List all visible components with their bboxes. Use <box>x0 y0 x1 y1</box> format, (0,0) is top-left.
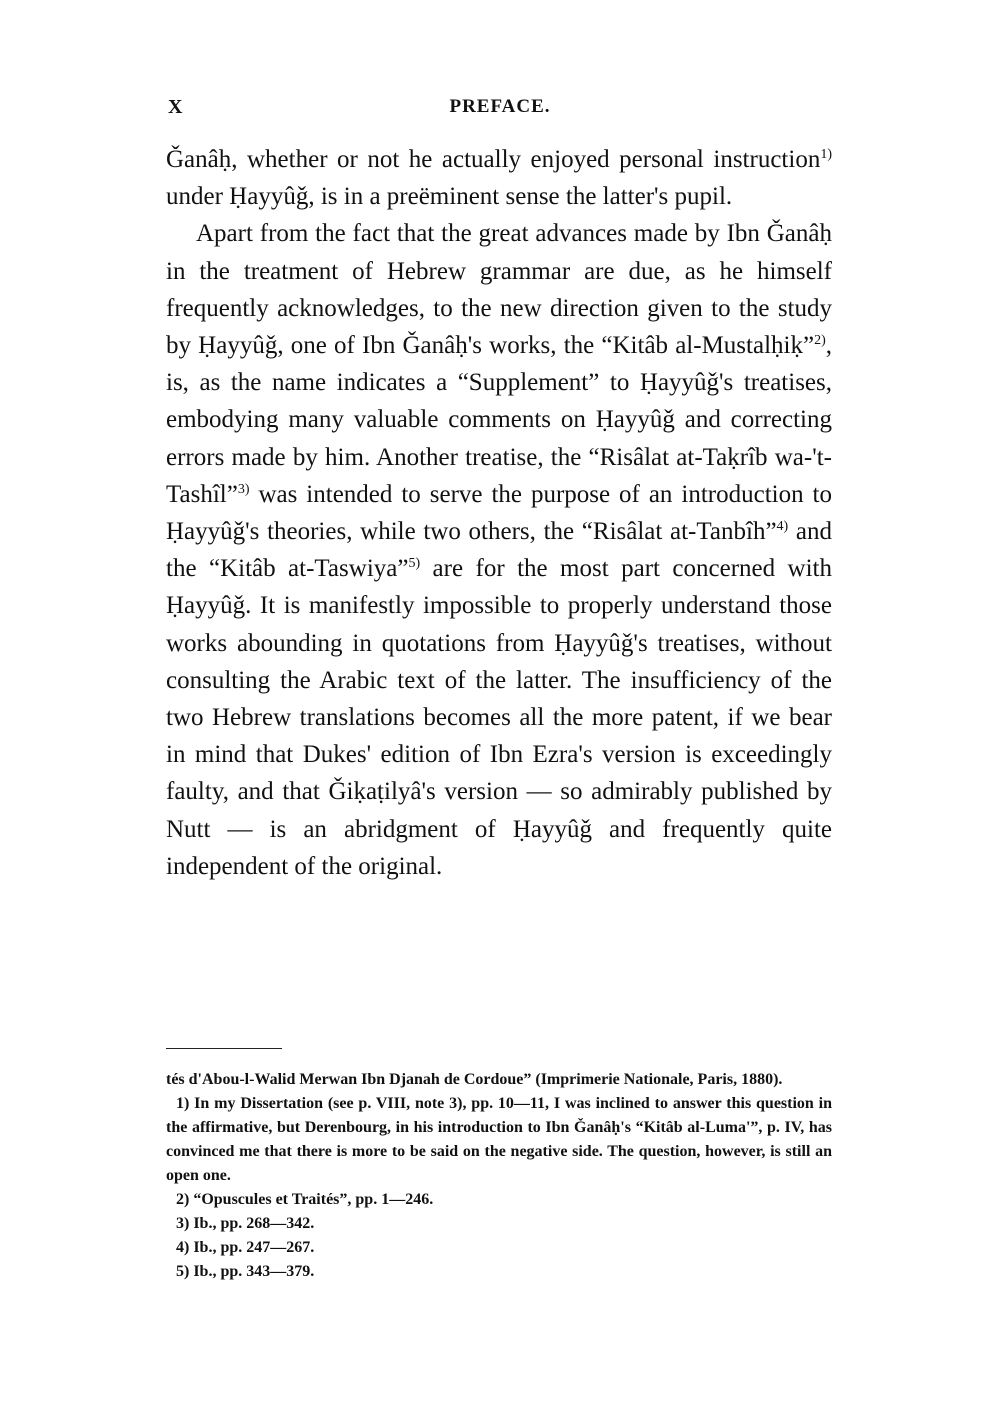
footnote-1: 1) In my Dissertation (see p. VIII, note 3), pp. 10—11, I was inclined to answer this question in the affirmative, but Derenbourg, in his introduction to Ibn Ǧanâḥ's “Kitâb al-Luma'”, p. IV, has convinced me that there is more to be said on the negative side. The question, however, is still an open one. <box>166 1095 832 1184</box>
paragraph-2-text-a: Apart from the fact that the great advances made by Ibn Ǧanâḥ in the treatment of Hebrew grammar are due, as he himself frequently acknowledges, to the new direction given to the study by Ḥayyûǧ, one of Ibn Ǧanâḥ's works, the “Kitâb al-Mustalḥiḳ” <box>166 220 832 360</box>
paragraph-2-text-c: was intended to serve the purpose of an introduction to Ḥayyûǧ's theories, while two others, the “Risâlat at-Tanbîh” <box>166 480 832 546</box>
footnote-ref-3: 3) <box>237 481 250 497</box>
paragraph-2-text-e: are for the most part concerned with Ḥayyûǧ. It is manifestly impossible to properly understand those works abounding in quotations from Ḥayyûǧ's treatises, without consulting the Arabic text of the latter. The insufficiency of the two Hebrew translations becomes all the more patent, if we bear in mind that Dukes' edition of Ibn Ezra's version is exceedingly faulty, and that Ǧiḳaṭilyâ's version — so admirably published by Nutt — is an abridgment of Ḥayyûǧ and frequently quite independent of the original. <box>166 555 832 880</box>
paragraph-1-text-a: Ǧanâḥ, whether or not he actually enjoyed personal instruction <box>166 146 821 173</box>
footnote-ref-5: 5) <box>408 556 421 572</box>
footnote-ref-1: 1) <box>820 147 832 162</box>
paragraph-1-text-b: under Ḥayyûǧ, is in a preëminent sense the latter's pupil. <box>166 183 733 211</box>
paragraph-2 <box>166 215 832 885</box>
footnote-ref-4: 4) <box>776 519 789 535</box>
footnote-divider <box>166 1048 282 1049</box>
footnote-ref-2: 2) <box>814 333 826 349</box>
page-number: X <box>168 96 183 118</box>
footnotes <box>166 1068 832 1284</box>
footnote-4: 4) Ib., pp. 247—267. <box>176 1239 315 1256</box>
running-title: PREFACE. <box>449 96 551 117</box>
paragraph-2-text-d: and the “Kitâb at-Taswiya” <box>166 518 832 583</box>
footnote-5: 5) Ib., pp. 343—379. <box>176 1263 315 1280</box>
paragraph-2-text-b: , is, as the name indicates a “Supplement” to Ḥayyûǧ's treatises, embodying many valuable comments on Ḥayyûǧ and correcting errors made by him. Another treatise, the “Risâlat at-Taḳrîb wa-'t-Tashîl” <box>166 332 832 508</box>
page-header <box>168 96 832 126</box>
footnote-3: 3) Ib., pp. 268—342. <box>176 1215 315 1232</box>
footnote-continuation: tés d'Abou-l-Walid Merwan Ibn Djanah de Cordoue” (Imprimerie Nationale, Paris, 1880). <box>166 1071 783 1088</box>
main-text <box>166 141 832 885</box>
paragraph-1 <box>166 141 832 215</box>
footnote-2: 2) “Opuscules et Traités”, pp. 1—246. <box>176 1191 434 1208</box>
